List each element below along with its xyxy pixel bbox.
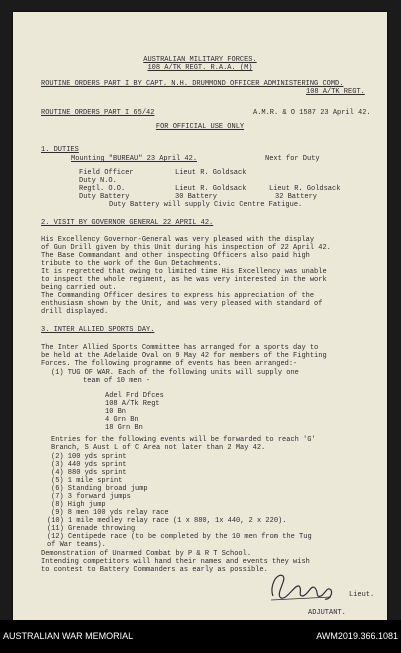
duty-current: Lieut R. Goldsack	[175, 185, 247, 193]
closing-line: to contest to Battery Commanders as early as possible.	[41, 566, 268, 574]
duty-role: Duty N.O.	[79, 177, 117, 185]
duty-next: Lieut R. Goldsack	[269, 185, 341, 193]
team-item: 4 Grn Bn	[105, 416, 139, 424]
event-item: (5) 1 mile sprint	[51, 477, 123, 485]
entries-line: Branch, S Aust L of C Area not later than 2 May 42.	[51, 444, 266, 452]
visit-line: His Excellency Governor-General was very pleased with the display	[41, 236, 315, 244]
team-item: 108 A/Tk Regt	[105, 400, 160, 408]
routine-orders-title: ROUTINE ORDERS PART I BY CAPT. N.H. DRUMMOND OFFICER ADMINISTERING COMD.	[41, 80, 344, 88]
classification: FOR OFFICIAL USE ONLY	[155, 123, 245, 131]
visit-line: of Gun Drill given by this Unit during his inspection of 22 April 42.	[41, 244, 331, 252]
org-title: AUSTRALIAN MILITARY FORCES.	[143, 56, 257, 64]
amr-reference: A.M.R. & O 1587 23 April 42.	[253, 109, 371, 117]
event-item: (12) Centipede race (to be completed by the 10 men from the Tug	[47, 533, 312, 541]
event-item: (10) 1 mile medley relay race (1 x 880, 1x 440, 2 x 220).	[47, 517, 287, 525]
event-item: (7) 3 forward jumps	[51, 493, 131, 501]
handwritten-signature	[265, 566, 345, 606]
duty-next: 32 Battery	[275, 193, 318, 201]
visit-line: drill displayed.	[41, 308, 109, 316]
team-item: 10 Bn	[105, 408, 127, 416]
duty-current: Lieut R. Goldsack	[175, 169, 247, 177]
event-item: (3) 440 yds sprint	[51, 461, 127, 469]
event-item: (9) 8 men 100 yds relay race	[51, 509, 169, 517]
event-item: (11) Grenade throwing	[47, 525, 136, 533]
sports-intro-line: be held at the Adelaide Oval on 9 May 42 for members of the Fighting	[41, 352, 327, 360]
team-item: 18 Grn Bn	[105, 424, 143, 432]
order-reference: ROUTINE ORDERS PART I 65/42	[41, 109, 155, 117]
sports-intro-line: The Inter Allied Sports Committee has arranged for a sports day to	[41, 344, 319, 352]
visit-line: enthusiasm shown by the Unit, and was very pleased with standard of	[41, 300, 323, 308]
duty-current: 30 Battery	[175, 193, 218, 201]
duty-role: Regtl. O.O.	[79, 185, 126, 193]
visit-line: being carried out.	[41, 284, 117, 292]
footer-accession-number: AWM2019.366.1081	[316, 631, 398, 641]
duty-role: Duty Battery	[79, 193, 130, 201]
duties-mounting: Mounting "BUREAU" 23 April 42.	[71, 155, 198, 163]
footer-source: AUSTRALIAN WAR MEMORIAL	[3, 631, 134, 641]
duty-role: Field Officer	[79, 169, 134, 177]
sports-intro-line: Forces. The following programme of events has been arranged:-	[41, 360, 298, 368]
entries-line: Entries for the following events will be forwarded to reach 'G'	[51, 436, 316, 444]
duty-fatigue-note: Duty Battery will supply Civic Centre Fatigue.	[109, 201, 303, 209]
event-item: (4) 880 yds sprint	[51, 469, 127, 477]
duties-heading: 1. DUTIES	[41, 146, 79, 154]
footer-bar	[0, 620, 401, 653]
event-item: (6) Standing broad jump	[51, 485, 148, 493]
visit-line: The Base Commandant and other inspecting Officers also paid high	[41, 252, 310, 260]
visit-line: The Commanding Officer desires to express his appreciation of the	[41, 292, 315, 300]
adjutant-label: ADJUTANT.	[308, 609, 346, 617]
visit-line: It is regretted that owing to limited time His Excellency was unable	[41, 268, 327, 276]
sports-heading: 3. INTER ALLIED SPORTS DAY.	[41, 326, 155, 334]
visit-heading: 2. VISIT BY GOVERNOR GENERAL 22 APRIL 42.	[41, 219, 214, 227]
team-item: Adel Frd Dfces	[105, 392, 164, 400]
tug-of-war-line: (1) TUG OF WAR. Each of the following units will supply one	[51, 369, 299, 377]
visit-line: to inspect the whole regiment, as he was very interested in the work	[41, 276, 327, 284]
visit-line: tribute to the work of the Gun Detachments.	[41, 260, 222, 268]
event-item: of War teams).	[47, 541, 106, 549]
next-for-duty-label: Next for Duty	[265, 155, 320, 163]
tug-of-war-line: team of 10 men -	[83, 377, 151, 385]
event-item: (8) High jump	[51, 501, 106, 509]
closing-line: Demonstration of Unarmed Combat by P & R T School.	[41, 550, 252, 558]
document-page	[13, 12, 387, 620]
closing-line: Intending competitors will hand their names and events they wish	[41, 558, 310, 566]
unit-title: 108 A/TK REGT. R.A.A. (M)	[147, 64, 253, 72]
signature-rank: Lieut.	[349, 591, 375, 599]
routine-orders-unit: 108 A/TK REGT.	[306, 88, 365, 96]
event-item: (2) 100 yds sprint	[51, 453, 127, 461]
